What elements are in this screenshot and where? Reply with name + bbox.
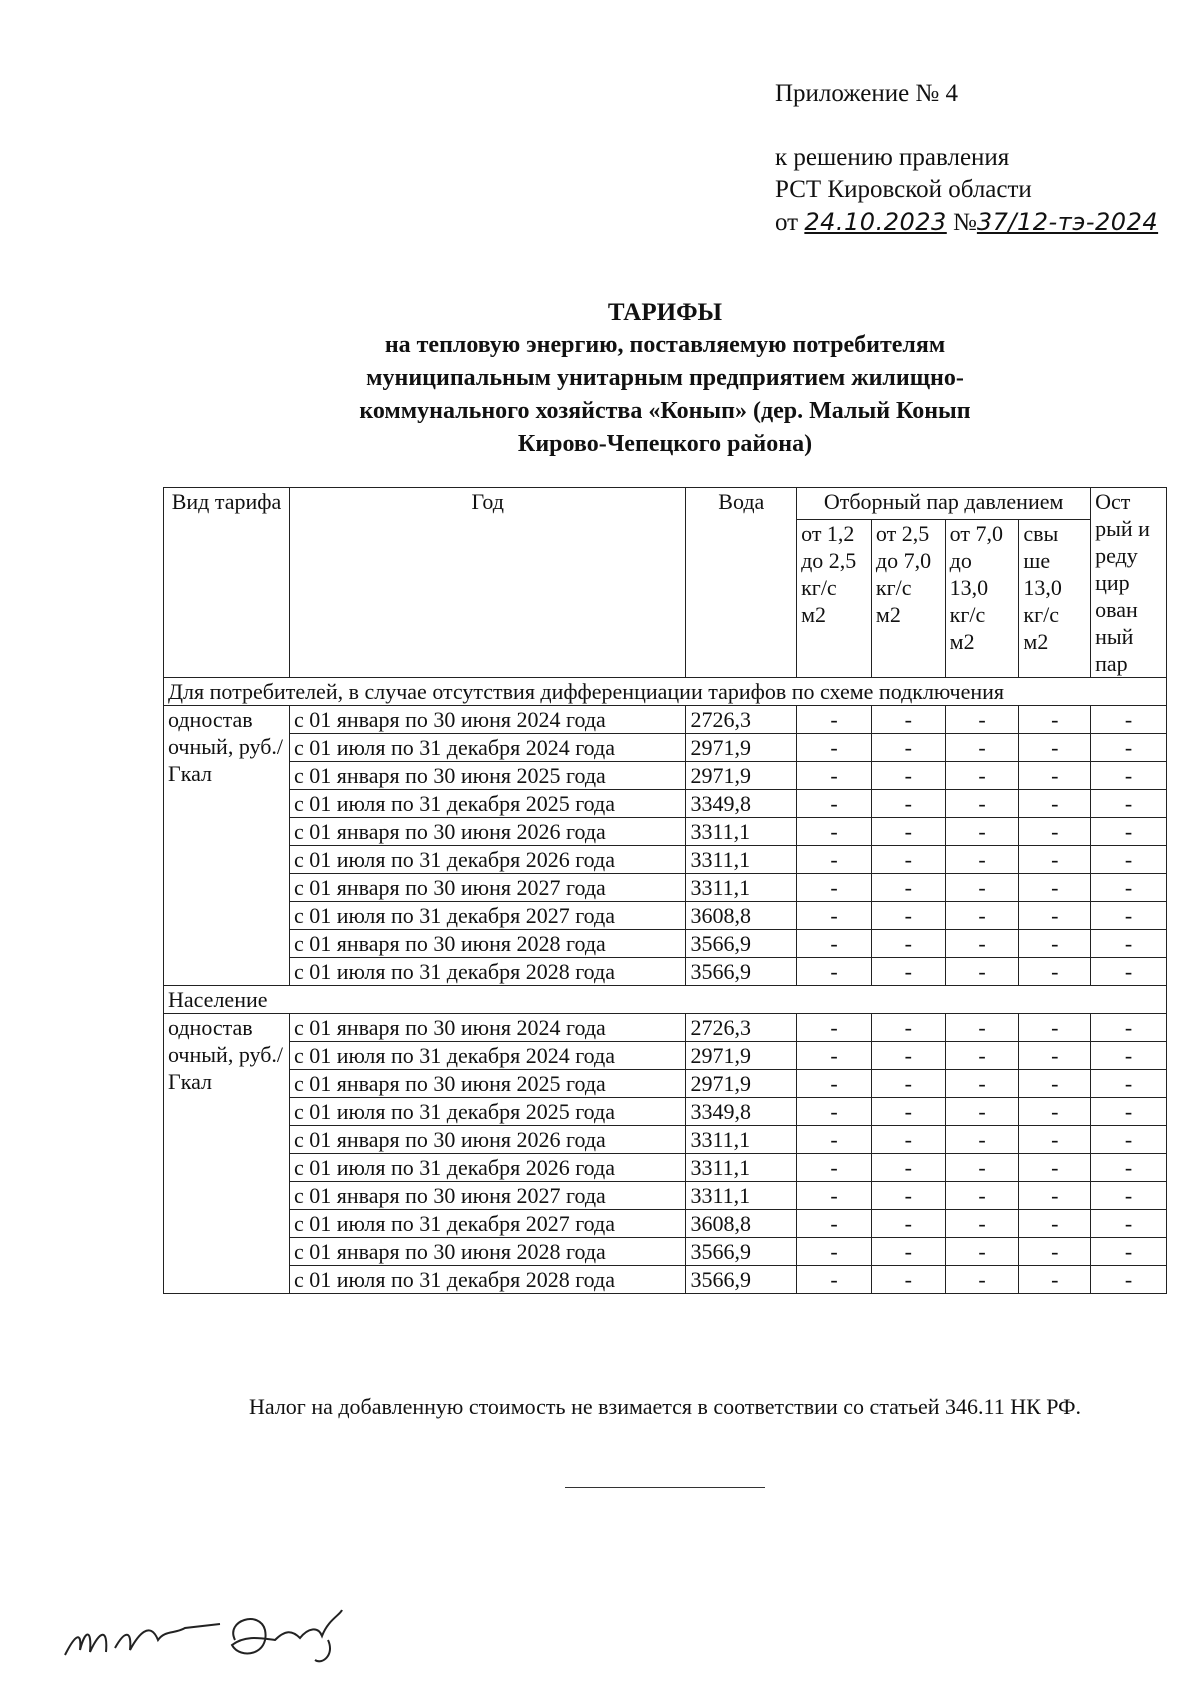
steam-tariff-cell: - <box>1019 1098 1091 1126</box>
steam-tariff-cell: - <box>871 790 945 818</box>
table-row <box>164 706 1167 734</box>
steam-tariff-cell: - <box>871 1266 945 1294</box>
steam-tariff-cell: - <box>1091 762 1167 790</box>
steam-tariff-cell: - <box>797 1182 872 1210</box>
table-row <box>164 930 1167 958</box>
steam-tariff-cell: - <box>797 706 872 734</box>
steam-tariff-cell: - <box>871 818 945 846</box>
steam-tariff-cell: - <box>871 706 945 734</box>
steam-tariff-cell: - <box>1091 1042 1167 1070</box>
steam-tariff-cell: - <box>945 1154 1019 1182</box>
section-row <box>164 986 1167 1014</box>
water-tariff-cell: 2726,3 <box>686 1014 797 1042</box>
header-water: Вода <box>686 488 797 678</box>
water-tariff-cell: 3311,1 <box>686 818 797 846</box>
handwritten-signature <box>60 1600 380 1675</box>
steam-tariff-cell: - <box>1019 1154 1091 1182</box>
water-tariff-cell: 3566,9 <box>686 958 797 986</box>
steam-tariff-cell: - <box>945 1070 1019 1098</box>
water-tariff-cell: 3311,1 <box>686 874 797 902</box>
steam-tariff-cell: - <box>945 1238 1019 1266</box>
steam-tariff-cell: - <box>1091 958 1167 986</box>
steam-tariff-cell: - <box>1019 1126 1091 1154</box>
table-row <box>164 1098 1167 1126</box>
steam-tariff-cell: - <box>945 1182 1019 1210</box>
period-cell: с 01 июля по 31 декабря 2024 года <box>290 734 686 762</box>
period-cell: с 01 июля по 31 декабря 2027 года <box>290 1210 686 1238</box>
steam-tariff-cell: - <box>1019 1210 1091 1238</box>
tariff-kind-cell: одностав очный, руб./Гкал <box>164 706 290 986</box>
appendix-date-line <box>775 206 1158 239</box>
steam-tariff-cell: - <box>1019 1266 1091 1294</box>
steam-tariff-cell: - <box>1019 958 1091 986</box>
tariff-table <box>163 487 1167 1294</box>
steam-tariff-cell: - <box>797 1238 872 1266</box>
steam-tariff-cell: - <box>945 902 1019 930</box>
steam-tariff-cell: - <box>871 846 945 874</box>
steam-tariff-cell: - <box>797 930 872 958</box>
steam-tariff-cell: - <box>797 874 872 902</box>
table-header-row <box>164 488 1167 520</box>
section-row <box>164 678 1167 706</box>
steam-tariff-cell: - <box>797 734 872 762</box>
steam-tariff-cell: - <box>945 1126 1019 1154</box>
steam-tariff-cell: - <box>797 762 872 790</box>
number-prefix: № <box>953 209 977 236</box>
document-title <box>150 296 1180 461</box>
steam-tariff-cell: - <box>871 958 945 986</box>
decision-date: 24.10.2023 <box>804 208 947 236</box>
header-pressure-3: от 7,0 до 13,0 кг/с м2 <box>945 520 1019 678</box>
water-tariff-cell: 2971,9 <box>686 1070 797 1098</box>
steam-tariff-cell: - <box>945 790 1019 818</box>
steam-tariff-cell: - <box>1019 1070 1091 1098</box>
header-pressure-2: от 2,5 до 7,0 кг/с м2 <box>871 520 945 678</box>
section-label: Население <box>164 986 1167 1014</box>
table-row <box>164 1042 1167 1070</box>
period-cell: с 01 июля по 31 декабря 2028 года <box>290 1266 686 1294</box>
appendix-number: Приложение № 4 <box>775 80 959 107</box>
period-cell: с 01 января по 30 июня 2025 года <box>290 1070 686 1098</box>
steam-tariff-cell: - <box>797 1126 872 1154</box>
steam-tariff-cell: - <box>945 1098 1019 1126</box>
period-cell: с 01 июля по 31 декабря 2024 года <box>290 1042 686 1070</box>
water-tariff-cell: 3566,9 <box>686 1238 797 1266</box>
steam-tariff-cell: - <box>1091 818 1167 846</box>
steam-tariff-cell: - <box>945 1266 1019 1294</box>
steam-tariff-cell: - <box>871 1070 945 1098</box>
steam-tariff-cell: - <box>1019 874 1091 902</box>
steam-tariff-cell: - <box>871 1210 945 1238</box>
period-cell: с 01 января по 30 июня 2028 года <box>290 930 686 958</box>
steam-tariff-cell: - <box>871 874 945 902</box>
table-row <box>164 1210 1167 1238</box>
title-line2: муниципальным унитарным предприятием жилищно- <box>366 365 964 391</box>
header-pressure-1: от 1,2 до 2,5 кг/с м2 <box>797 520 872 678</box>
title-line4: Кирово-Чепецкого района) <box>517 431 813 457</box>
steam-tariff-cell: - <box>871 734 945 762</box>
steam-tariff-cell: - <box>1019 734 1091 762</box>
table-row <box>164 1154 1167 1182</box>
steam-tariff-cell: - <box>1091 734 1167 762</box>
steam-tariff-cell: - <box>1091 902 1167 930</box>
steam-tariff-cell: - <box>945 874 1019 902</box>
water-tariff-cell: 3566,9 <box>686 930 797 958</box>
water-tariff-cell: 3349,8 <box>686 1098 797 1126</box>
water-tariff-cell: 3311,1 <box>686 1154 797 1182</box>
table-row <box>164 818 1167 846</box>
steam-tariff-cell: - <box>1091 1070 1167 1098</box>
period-cell: с 01 июля по 31 декабря 2026 года <box>290 1154 686 1182</box>
divider-line <box>565 1487 765 1488</box>
header-year: Год <box>290 488 686 678</box>
steam-tariff-cell: - <box>797 1042 872 1070</box>
period-cell: с 01 января по 30 июня 2026 года <box>290 818 686 846</box>
table-row <box>164 1266 1167 1294</box>
steam-tariff-cell: - <box>797 1098 872 1126</box>
steam-tariff-cell: - <box>871 1182 945 1210</box>
steam-tariff-cell: - <box>1091 874 1167 902</box>
appendix-line2: РСТ Кировской области <box>775 176 1032 203</box>
steam-tariff-cell: - <box>1091 1210 1167 1238</box>
steam-tariff-cell: - <box>871 1154 945 1182</box>
period-cell: с 01 января по 30 июня 2024 года <box>290 1014 686 1042</box>
steam-tariff-cell: - <box>1091 846 1167 874</box>
vat-note: Налог на добавленную стоимость не взимается в соответствии со статьей 346.11 НК РФ. <box>248 1394 1082 1419</box>
table-row <box>164 762 1167 790</box>
steam-tariff-cell: - <box>797 902 872 930</box>
title-main: ТАРИФЫ <box>607 299 723 326</box>
water-tariff-cell: 2971,9 <box>686 734 797 762</box>
steam-tariff-cell: - <box>1091 706 1167 734</box>
water-tariff-cell: 3608,8 <box>686 1210 797 1238</box>
period-cell: с 01 января по 30 июня 2024 года <box>290 706 686 734</box>
steam-tariff-cell: - <box>1019 1182 1091 1210</box>
steam-tariff-cell: - <box>945 706 1019 734</box>
steam-tariff-cell: - <box>1019 762 1091 790</box>
steam-tariff-cell: - <box>797 1070 872 1098</box>
table-row <box>164 1070 1167 1098</box>
period-cell: с 01 июля по 31 декабря 2028 года <box>290 958 686 986</box>
decision-number: 37/12-тэ-2024 <box>976 208 1159 236</box>
steam-tariff-cell: - <box>1019 1014 1091 1042</box>
steam-tariff-cell: - <box>1019 846 1091 874</box>
water-tariff-cell: 3349,8 <box>686 790 797 818</box>
steam-tariff-cell: - <box>945 818 1019 846</box>
steam-tariff-cell: - <box>1019 790 1091 818</box>
table-row <box>164 1238 1167 1266</box>
water-tariff-cell: 3311,1 <box>686 1182 797 1210</box>
table-row <box>164 846 1167 874</box>
steam-tariff-cell: - <box>871 762 945 790</box>
title-line1: на тепловую энергию, поставляемую потребителям <box>384 332 946 358</box>
table-row <box>164 1126 1167 1154</box>
steam-tariff-cell: - <box>797 958 872 986</box>
table-row <box>164 874 1167 902</box>
steam-tariff-cell: - <box>1091 790 1167 818</box>
water-tariff-cell: 3311,1 <box>686 1126 797 1154</box>
steam-tariff-cell: - <box>1091 1014 1167 1042</box>
steam-tariff-cell: - <box>1091 1266 1167 1294</box>
steam-tariff-cell: - <box>871 1014 945 1042</box>
period-cell: с 01 января по 30 июня 2026 года <box>290 1126 686 1154</box>
water-tariff-cell: 3311,1 <box>686 846 797 874</box>
steam-tariff-cell: - <box>797 1266 872 1294</box>
water-tariff-cell: 2971,9 <box>686 1042 797 1070</box>
table-row <box>164 1014 1167 1042</box>
water-tariff-cell: 3566,9 <box>686 1266 797 1294</box>
title-line3: коммунального хозяйства «Конып» (дер. Малый Конып <box>359 398 971 424</box>
steam-tariff-cell: - <box>1019 930 1091 958</box>
steam-tariff-cell: - <box>1091 1098 1167 1126</box>
period-cell: с 01 января по 30 июня 2027 года <box>290 1182 686 1210</box>
header-sharp-steam: Ост рый и реду цир ован ный пар <box>1091 488 1167 678</box>
table-row <box>164 1182 1167 1210</box>
header-pressure-4: свы ше 13,0 кг/с м2 <box>1019 520 1091 678</box>
period-cell: с 01 июля по 31 декабря 2025 года <box>290 790 686 818</box>
period-cell: с 01 июля по 31 декабря 2027 года <box>290 902 686 930</box>
steam-tariff-cell: - <box>945 846 1019 874</box>
tariff-kind-cell: одностав очный, руб./Гкал <box>164 1014 290 1294</box>
steam-tariff-cell: - <box>1019 706 1091 734</box>
steam-tariff-cell: - <box>945 958 1019 986</box>
steam-tariff-cell: - <box>871 1042 945 1070</box>
steam-tariff-cell: - <box>1019 902 1091 930</box>
period-cell: с 01 января по 30 июня 2027 года <box>290 874 686 902</box>
steam-tariff-cell: - <box>945 930 1019 958</box>
appendix-block <box>775 78 1158 239</box>
steam-tariff-cell: - <box>1091 1126 1167 1154</box>
steam-tariff-cell: - <box>797 818 872 846</box>
steam-tariff-cell: - <box>871 1238 945 1266</box>
steam-tariff-cell: - <box>1091 1154 1167 1182</box>
period-cell: с 01 июля по 31 декабря 2025 года <box>290 1098 686 1126</box>
steam-tariff-cell: - <box>1019 1238 1091 1266</box>
steam-tariff-cell: - <box>1091 1238 1167 1266</box>
steam-tariff-cell: - <box>871 930 945 958</box>
water-tariff-cell: 2726,3 <box>686 706 797 734</box>
table-row <box>164 958 1167 986</box>
steam-tariff-cell: - <box>797 1154 872 1182</box>
steam-tariff-cell: - <box>945 762 1019 790</box>
steam-tariff-cell: - <box>797 1210 872 1238</box>
table-row <box>164 734 1167 762</box>
steam-tariff-cell: - <box>871 1126 945 1154</box>
steam-tariff-cell: - <box>1019 818 1091 846</box>
steam-tariff-cell: - <box>871 1098 945 1126</box>
water-tariff-cell: 3608,8 <box>686 902 797 930</box>
period-cell: с 01 января по 30 июня 2025 года <box>290 762 686 790</box>
water-tariff-cell: 2971,9 <box>686 762 797 790</box>
steam-tariff-cell: - <box>945 1042 1019 1070</box>
steam-tariff-cell: - <box>797 1014 872 1042</box>
steam-tariff-cell: - <box>871 902 945 930</box>
steam-tariff-cell: - <box>945 734 1019 762</box>
steam-tariff-cell: - <box>1091 1182 1167 1210</box>
table-row <box>164 790 1167 818</box>
steam-tariff-cell: - <box>797 790 872 818</box>
steam-tariff-cell: - <box>797 846 872 874</box>
steam-tariff-cell: - <box>1019 1042 1091 1070</box>
steam-tariff-cell: - <box>1091 930 1167 958</box>
period-cell: с 01 января по 30 июня 2028 года <box>290 1238 686 1266</box>
appendix-line1: к решению правления <box>775 144 1010 171</box>
steam-tariff-cell: - <box>945 1014 1019 1042</box>
section-label: Для потребителей, в случае отсутствия дифференциации тарифов по схеме подключения <box>164 678 1167 706</box>
date-prefix: от <box>775 209 799 236</box>
header-kind: Вид тарифа <box>164 488 290 678</box>
header-steam: Отборный пар давлением <box>797 488 1091 520</box>
period-cell: с 01 июля по 31 декабря 2026 года <box>290 846 686 874</box>
table-row <box>164 902 1167 930</box>
steam-tariff-cell: - <box>945 1210 1019 1238</box>
